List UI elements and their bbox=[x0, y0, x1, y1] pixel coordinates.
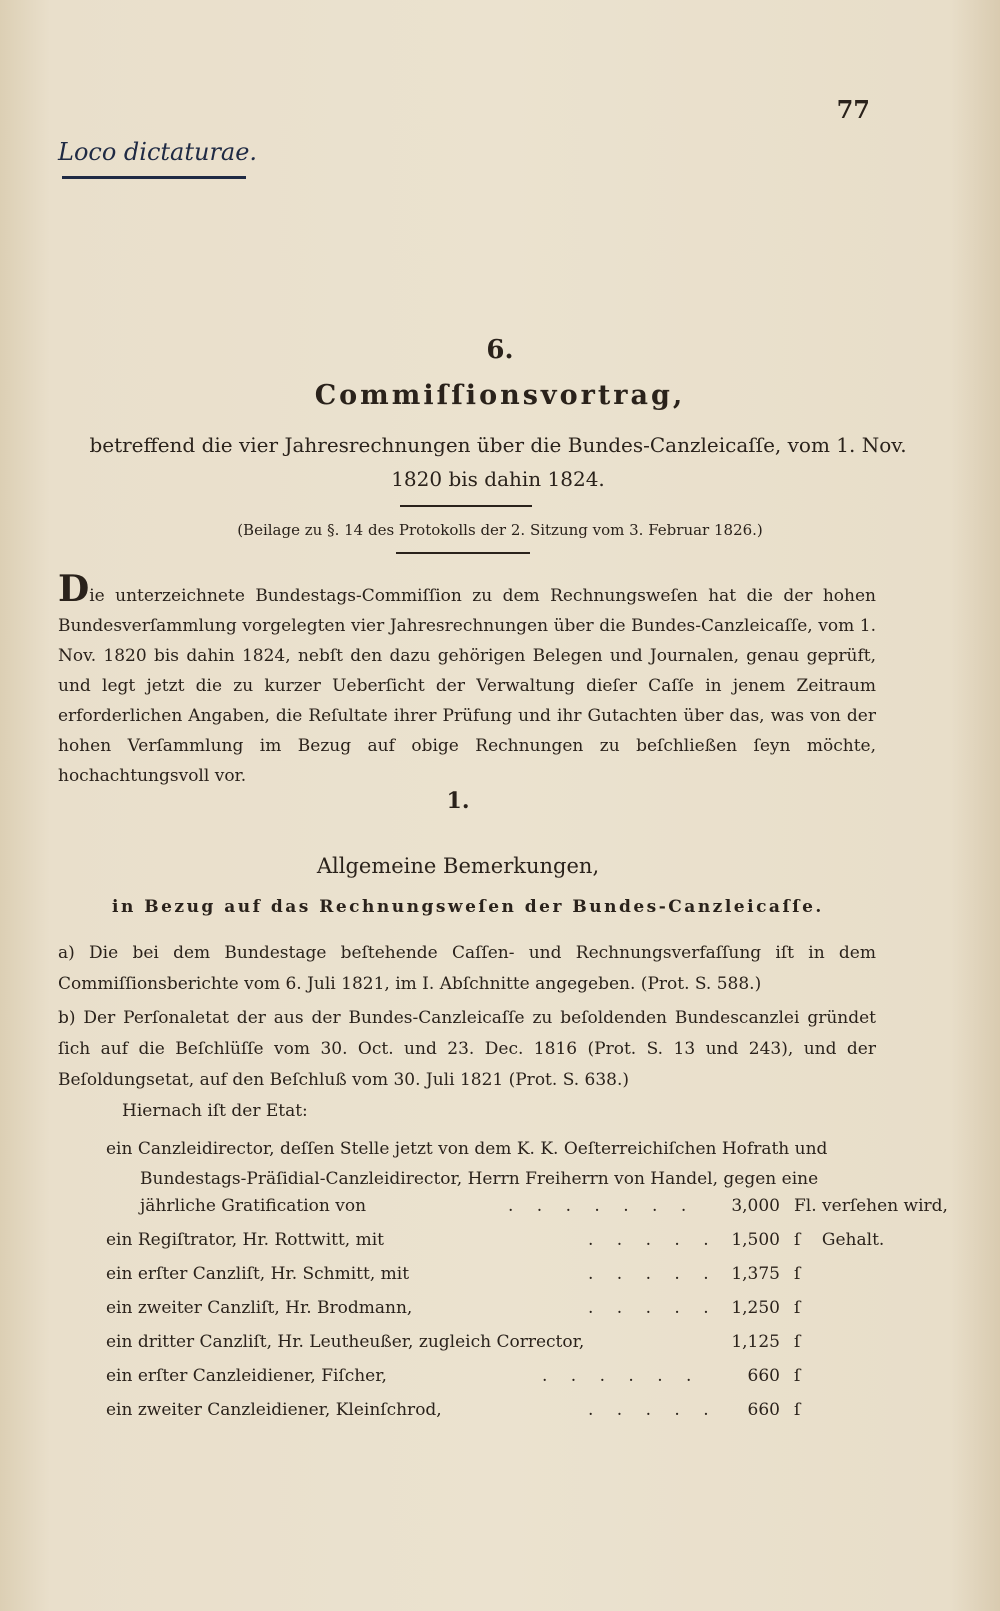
salary-amount: 1,125 bbox=[731, 1332, 780, 1352]
salary-amount: 3,000 bbox=[731, 1196, 780, 1216]
section-number: 6. bbox=[486, 335, 514, 365]
subsection-subheading: in Bezug auf das Rechnungsweſen der Bundes-Canzleicaſſe. bbox=[112, 897, 824, 917]
etat-row-director-amount bbox=[106, 1196, 948, 1228]
etat-row bbox=[106, 1264, 866, 1296]
divider-top bbox=[400, 505, 532, 507]
salary-amount: 660 bbox=[747, 1366, 780, 1386]
intro-paragraph bbox=[58, 568, 876, 791]
paragraph-a: a) Die bei dem Bundestage beſtehende Caſſen- und Rechnungsverfaſſung iſt in dem Commiſſionsberichte vom 6. Juli 1821, im I. Abſchnitte angegeben. (Prot. S. 588.) bbox=[58, 943, 876, 994]
director-line-1: ein Canzleidirector, deſſen Stelle jetzt von dem K. K. Oeſterreichiſchen Hofrath und bbox=[106, 1139, 828, 1159]
salary-amount: 1,375 bbox=[731, 1264, 780, 1284]
subtitle-line-1: betreffend die vier Jahresrechnungen über die Bundes-Canzleicaſſe, vom 1. Nov. bbox=[89, 433, 907, 457]
appendix-note: (Beilage zu §. 14 des Protokolls der 2. Sitzung vom 3. Februar 1826.) bbox=[237, 521, 763, 539]
page-title: Commiſſionsvortrag, bbox=[314, 380, 686, 411]
etat-row bbox=[106, 1366, 866, 1398]
drop-cap: D bbox=[58, 568, 90, 610]
subtitle-line-2: 1820 bis dahin 1824. bbox=[391, 467, 605, 491]
salary-unit: ſ bbox=[794, 1264, 801, 1284]
subsection-heading: Allgemeine Bemerkungen, bbox=[316, 854, 600, 878]
etat-row-director bbox=[106, 1134, 876, 1194]
paragraph-b: b) Der Perſonaletat der aus der Bundes-Canzleicaſſe zu beſoldenden Bundescanzlei gründet ſich auf die Beſchlüſſe vom 30. Oct. und 23. Dec. 1816 (Prot. S. 13 und 243), und der Beſoldungsetat, auf den Beſchluß vom 30. Juli 1821 (Prot. S. 638.) bbox=[58, 1008, 876, 1090]
etat-row bbox=[106, 1400, 866, 1432]
salary-unit: Fl. verſehen wird, bbox=[794, 1196, 948, 1216]
salary-unit: ſ bbox=[794, 1366, 801, 1386]
salary-unit: ſ bbox=[794, 1332, 801, 1352]
director-line-3: jährliche Gratification von bbox=[140, 1196, 367, 1216]
leader-dots: . . . . . bbox=[588, 1264, 718, 1284]
etat-row-label: ein zweiter Canzliſt, Hr. Brodmann, bbox=[106, 1298, 413, 1318]
subsection-number: 1. bbox=[446, 788, 470, 814]
etat-row-label: ein erſter Canzleidiener, Fiſcher, bbox=[106, 1366, 387, 1386]
etat-row-label: ein zweiter Canzleidiener, Kleinſchrod, bbox=[106, 1400, 442, 1420]
etat-row bbox=[106, 1332, 866, 1364]
salary-amount: 660 bbox=[747, 1400, 780, 1420]
etat-row-label: ein dritter Canzliſt, Hr. Leutheußer, zugleich Corrector, bbox=[106, 1332, 585, 1352]
divider-bottom bbox=[396, 552, 530, 554]
etat-row-label: ein Regiſtrator, Hr. Rottwitt, mit bbox=[106, 1230, 384, 1250]
leader-dots: . . . . . . bbox=[542, 1366, 701, 1386]
salary-amount: 1,500 bbox=[731, 1230, 780, 1250]
intro-text: ie unterzeichnete Bundestags-Commiſſion zu dem Rechnungsweſen hat die der hohen Bundesverſammlung vorgelegten vier Jahresrechnungen über die Bundes-Canzleicaſſe, vom 1. Nov. 1820 bis dahin 1824, nebſt den dazu gehörigen Belegen und Journalen, genau geprüft, und legt jetzt die zu kurzer Ueberſicht der Verwaltung dieſer Caſſe in jenem Zeitraum erforderlichen Angaben, die Reſultate ihrer Prüfung und ihr Gutachten über das, was von der hohen Verſammlung im Bezug auf obige Rechnungen zu beſchließen ſeyn möchte, hochachtungsvoll vor. bbox=[58, 586, 876, 786]
etat-row bbox=[106, 1298, 866, 1330]
director-line-2: Bundestags-Präſidial-Canzleidirector, Herrn Freiherrn von Handel, gegen eine bbox=[140, 1169, 819, 1189]
leader-dots: . . . . . . . bbox=[508, 1196, 696, 1216]
etat-row-label: ein erſter Canzliſt, Hr. Schmitt, mit bbox=[106, 1264, 410, 1284]
salary-amount: 1,250 bbox=[731, 1298, 780, 1318]
etat-row bbox=[106, 1230, 885, 1262]
leader-dots: . . . . . bbox=[588, 1400, 718, 1420]
salary-unit: ſ bbox=[794, 1298, 801, 1318]
leader-dots: . . . . . bbox=[588, 1298, 718, 1318]
salary-unit: ſ bbox=[794, 1400, 801, 1420]
underline-rule bbox=[62, 176, 246, 179]
leader-dots: . . . . . bbox=[588, 1230, 718, 1250]
page-number: 77 bbox=[836, 95, 870, 124]
etat-intro: Hiernach iſt der Etat: bbox=[122, 1101, 308, 1121]
loco-dictaturae-note: Loco dictaturae. bbox=[58, 138, 258, 166]
salary-unit: ſ Gehalt. bbox=[794, 1230, 885, 1250]
page-subtitle bbox=[58, 428, 938, 496]
